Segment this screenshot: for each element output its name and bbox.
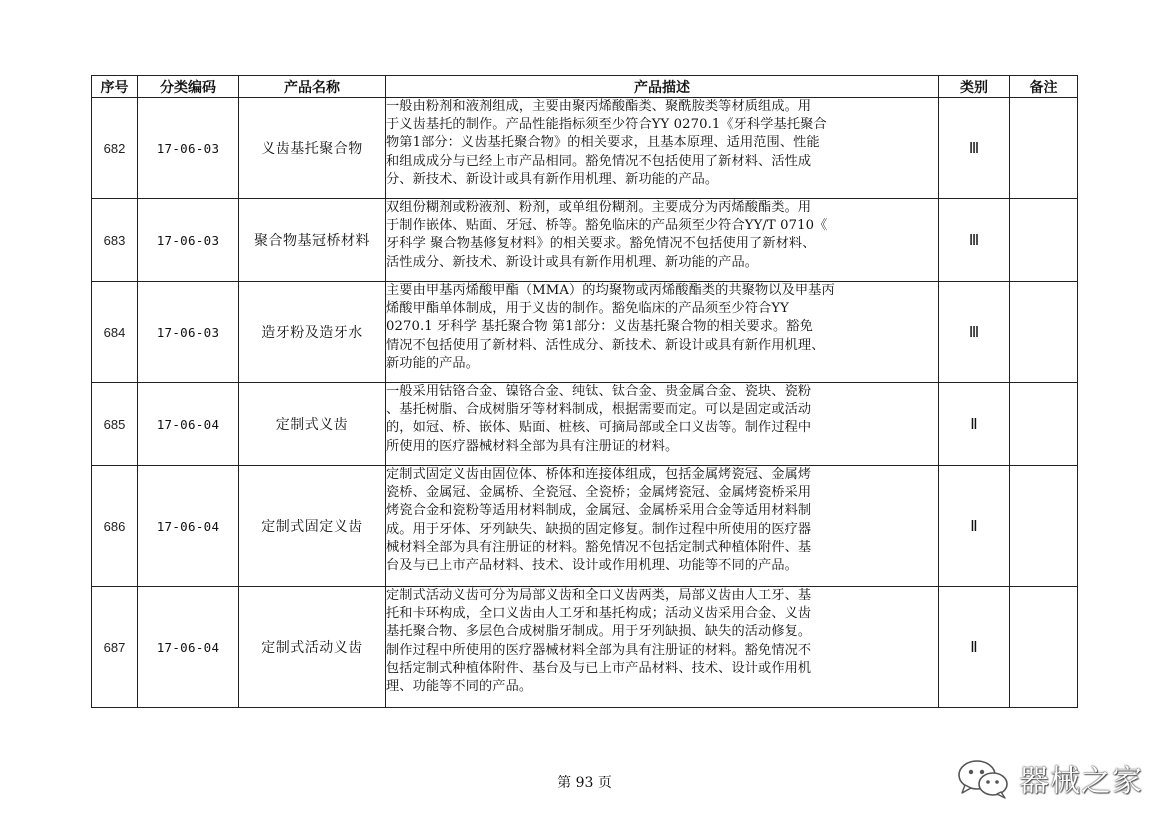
code-cell: 17-06-04 [138, 587, 239, 708]
class-cell: Ⅲ [939, 98, 1010, 199]
note-cell [1010, 282, 1078, 383]
note-cell [1010, 199, 1078, 282]
header-code: 分类编码 [138, 76, 239, 98]
seq-cell: 687 [92, 587, 138, 708]
table-row [92, 199, 1078, 282]
table-header-row [92, 76, 1078, 98]
note-cell [1010, 466, 1078, 587]
name-cell: 定制式活动义齿 [239, 587, 386, 708]
name-cell: 造牙粉及造牙水 [239, 282, 386, 383]
seq-cell: 684 [92, 282, 138, 383]
table-row [92, 466, 1078, 587]
note-cell [1010, 587, 1078, 708]
desc-cell [386, 98, 939, 199]
code-cell: 17-06-04 [138, 466, 239, 587]
desc-cell [386, 199, 939, 282]
desc-cell [386, 466, 939, 587]
note-cell [1010, 98, 1078, 199]
class-cell: Ⅱ [939, 587, 1010, 708]
watermark [955, 756, 1143, 800]
desc-text: 定制式活动义齿可分为局部义齿和全口义齿两类，局部义齿由人工牙、基 托和卡环构成，全口义齿由人工牙和基托构成；活动义齿采用合金、义齿 基托聚合物、多层色合成树脂牙制成。用于牙列缺损、缺失的活动修复。 制作过程中所使用的医疗器械材料全部为具有注册证的材料。豁免情况不 包括定制式种植体附件、基台及与已上市产品材料、技术、设计或作用机 理、功能等不同的产品。 [386, 588, 812, 695]
desc-text: 主要由甲基丙烯酸甲酯（MMA）的均聚物或丙烯酸酯类的共聚物以及甲基丙 烯酸甲酯单体制成，用于义齿的制作。豁免临床的产品须至少符合YY 0270.1 牙科学 基托聚合物 第1部分：义齿基托聚合物的相关要求。豁免 情况不包括使用了新材料、活性成分、新技术、新设计或具有新作用机理、 新功能的产品。 [386, 283, 835, 371]
note-cell [1010, 383, 1078, 466]
class-cell: Ⅲ [939, 282, 1010, 383]
class-cell: Ⅱ [939, 466, 1010, 587]
seq-cell: 682 [92, 98, 138, 199]
desc-cell [386, 587, 939, 708]
class-cell: Ⅱ [939, 383, 1010, 466]
name-cell: 定制式义齿 [239, 383, 386, 466]
watermark-text: 器械之家 [1019, 764, 1143, 799]
header-cls: 类别 [939, 76, 1010, 98]
seq-cell: 685 [92, 383, 138, 466]
table-row [92, 587, 1078, 708]
code-cell: 17-06-03 [138, 282, 239, 383]
code-cell: 17-06-04 [138, 383, 239, 466]
header-note: 备注 [1010, 76, 1078, 98]
desc-cell [386, 282, 939, 383]
code-cell: 17-06-03 [138, 199, 239, 282]
header-name: 产品名称 [239, 76, 386, 98]
header-desc: 产品描述 [386, 76, 939, 98]
desc-text: 双组份糊剂或粉液剂、粉剂，或单组份糊剂。主要成分为丙烯酸酯类。用 于制作嵌体、贴面、牙冠、桥等。豁免临床的产品须至少符合YY/T 0710《 牙科学 聚合物基修复材料》的相关要求。豁免情况不包括使用了新材料、 活性成分、新技术、新设计或具有新作用机理、新功能的产品。 [386, 200, 828, 270]
header-seq: 序号 [92, 76, 138, 98]
page-number: 第 93 页 [557, 775, 612, 791]
table-row [92, 282, 1078, 383]
desc-text: 定制式固定义齿由固位体、桥体和连接体组成，包括金属烤瓷冠、金属烤 瓷桥、金属冠、金属桥、全瓷冠、全瓷桥；金属烤瓷冠、金属烤瓷桥采用 烤瓷合金和瓷粉等适用材料制成，金属冠、金属桥采用合金等适用材料制 成。用于牙体、牙列缺失、缺损的固定修复。制作过程中所使用的医疗器 械材料全部为具有注册证的材料。豁免情况不包括定制式种植体附件、基 台及与已上市产品材料、技术、设计或作用机理、功能等不同的产品。 [386, 467, 812, 574]
table-row [92, 98, 1078, 199]
seq-cell: 686 [92, 466, 138, 587]
name-cell: 义齿基托聚合物 [239, 98, 386, 199]
name-cell: 定制式固定义齿 [239, 466, 386, 587]
class-cell: Ⅲ [939, 199, 1010, 282]
desc-cell [386, 383, 939, 466]
desc-text: 一般由粉剂和液剂组成，主要由聚丙烯酸酯类、聚酰胺类等材质组成。用 于义齿基托的制作。产品性能指标须至少符合YY 0270.1《牙科学基托聚合 物第1部分：义齿基托聚合物》的相关要求，且基本原理、适用范围、性能 和组成成分与已经上市产品相同。豁免情况不包括使用了新材料、活性成 分、新技术、新设计或具有新作用机理、新功能的产品。 [386, 99, 827, 187]
desc-text: 一般采用钴铬合金、镍铬合金、纯钛、钛合金、贵金属合金、瓷块、瓷粉 、基托树脂、合成树脂牙等材料制成，根据需要而定。可以是固定或活动 的，如冠、桥、嵌体、贴面、桩核、可摘局部或全口义齿等。制作过程中 所使用的医疗器械材料全部为具有注册证的材料。 [386, 384, 812, 454]
seq-cell: 683 [92, 199, 138, 282]
table-row [92, 383, 1078, 466]
catalog-table [91, 75, 1078, 708]
wechat-icon [955, 757, 1013, 799]
code-cell: 17-06-03 [138, 98, 239, 199]
name-cell: 聚合物基冠桥材料 [239, 199, 386, 282]
